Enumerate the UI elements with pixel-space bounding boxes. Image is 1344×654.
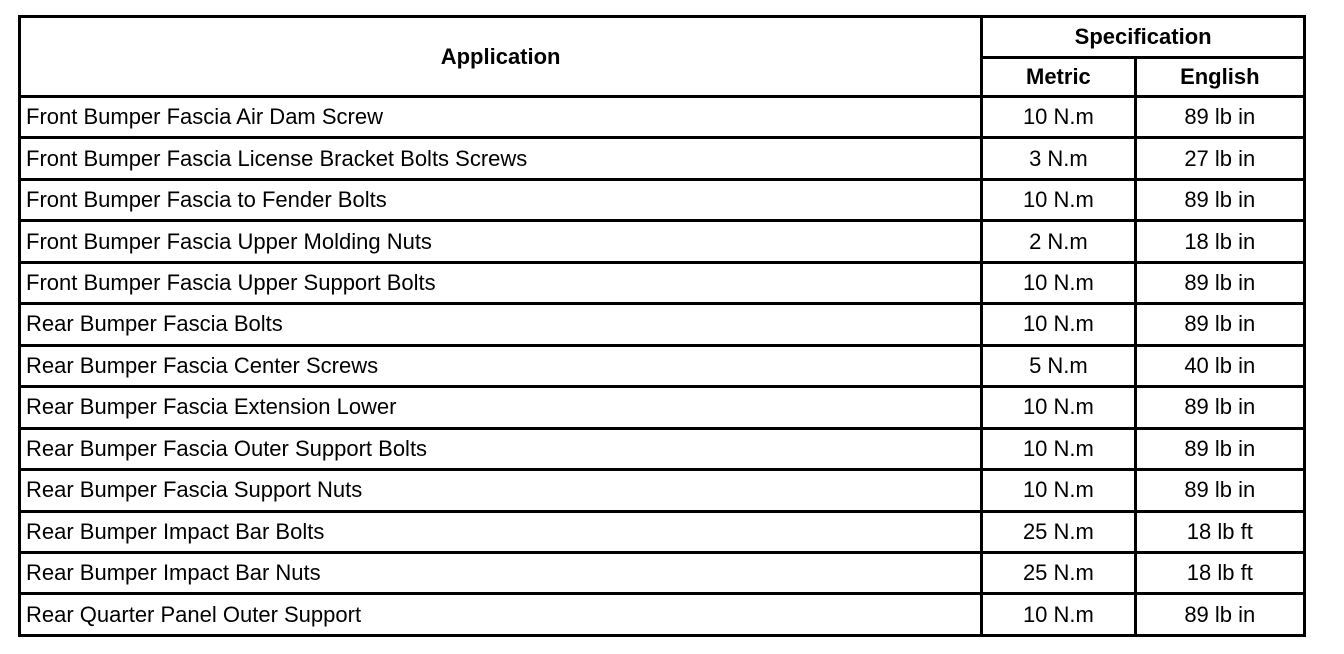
english-cell: 18 lb in [1135,221,1304,262]
application-cell: Rear Bumper Fascia Center Screws [20,345,982,386]
table-row [20,552,1305,593]
metric-cell: 10 N.m [982,179,1135,220]
application-cell: Rear Bumper Impact Bar Bolts [20,511,982,552]
application-cell: Rear Bumper Fascia Extension Lower [20,387,982,428]
english-cell: 89 lb in [1135,304,1304,345]
english-cell: 89 lb in [1135,470,1304,511]
application-cell: Front Bumper Fascia to Fender Bolts [20,179,982,220]
application-cell: Rear Quarter Panel Outer Support [20,594,982,636]
application-cell: Rear Bumper Fascia Support Nuts [20,470,982,511]
metric-cell: 25 N.m [982,552,1135,593]
application-cell: Rear Bumper Fascia Bolts [20,304,982,345]
metric-cell: 5 N.m [982,345,1135,386]
table-row [20,470,1305,511]
metric-cell: 10 N.m [982,470,1135,511]
english-header: English [1135,58,1304,97]
table-row [20,594,1305,636]
table-row [20,221,1305,262]
table-row [20,345,1305,386]
table-row [20,511,1305,552]
application-cell: Front Bumper Fascia Upper Molding Nuts [20,221,982,262]
application-cell: Front Bumper Fascia Air Dam Screw [20,97,982,138]
english-cell: 89 lb in [1135,387,1304,428]
english-cell: 89 lb in [1135,594,1304,636]
english-cell: 89 lb in [1135,97,1304,138]
table-row [20,304,1305,345]
application-cell: Rear Bumper Fascia Outer Support Bolts [20,428,982,469]
metric-cell: 2 N.m [982,221,1135,262]
application-header: Application [20,17,982,97]
english-cell: 89 lb in [1135,179,1304,220]
english-cell: 40 lb in [1135,345,1304,386]
english-cell: 89 lb in [1135,428,1304,469]
metric-cell: 3 N.m [982,138,1135,179]
english-cell: 27 lb in [1135,138,1304,179]
table-row [20,97,1305,138]
metric-cell: 10 N.m [982,262,1135,303]
metric-cell: 10 N.m [982,428,1135,469]
english-cell: 18 lb ft [1135,511,1304,552]
application-cell: Rear Bumper Impact Bar Nuts [20,552,982,593]
metric-cell: 25 N.m [982,511,1135,552]
table-body [20,97,1305,636]
table-row [20,387,1305,428]
metric-header: Metric [982,58,1135,97]
table-row [20,428,1305,469]
application-cell: Front Bumper Fascia License Bracket Bolts Screws [20,138,982,179]
application-cell: Front Bumper Fascia Upper Support Bolts [20,262,982,303]
specification-header: Specification [982,17,1305,58]
metric-cell: 10 N.m [982,387,1135,428]
english-cell: 89 lb in [1135,262,1304,303]
table-row [20,179,1305,220]
metric-cell: 10 N.m [982,97,1135,138]
metric-cell: 10 N.m [982,304,1135,345]
fastener-spec-table [18,15,1306,637]
english-cell: 18 lb ft [1135,552,1304,593]
table-header-row [20,17,1305,58]
table-row [20,262,1305,303]
metric-cell: 10 N.m [982,594,1135,636]
table-row [20,138,1305,179]
